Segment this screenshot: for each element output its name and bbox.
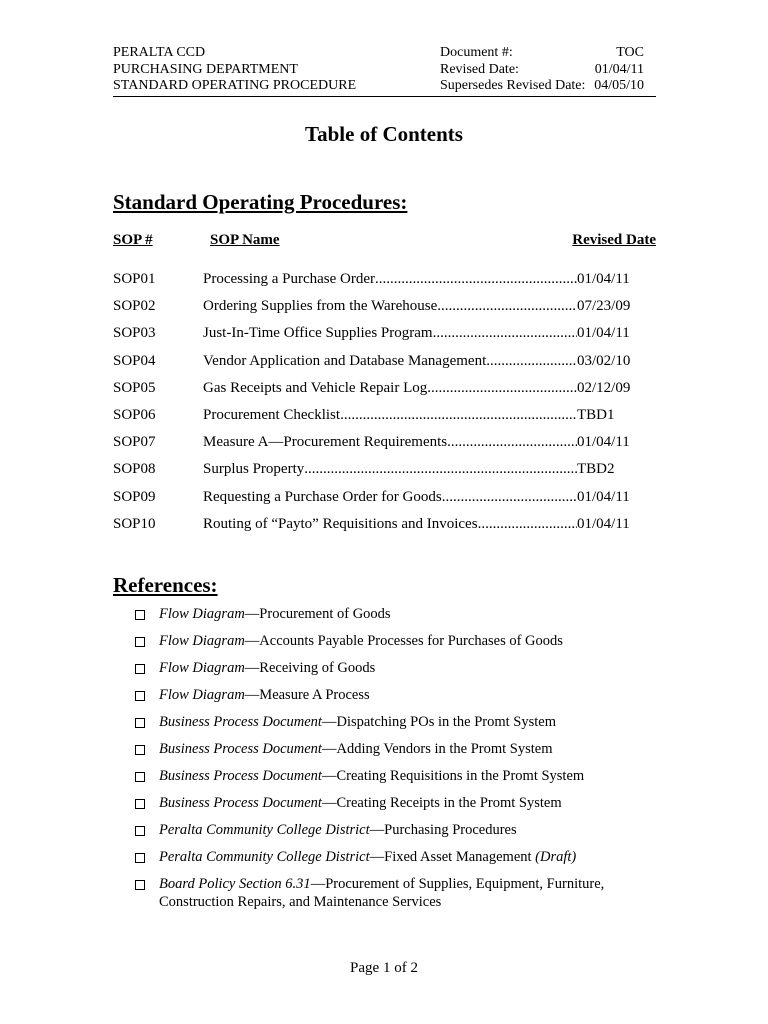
reference-title: —Creating Requisitions in the Promt System	[321, 768, 585, 784]
sop-number: SOP08	[113, 461, 156, 478]
sop-name[interactable]: Just-In-Time Office Supplies Program	[203, 325, 433, 342]
page-number: Page 1 of 2	[350, 960, 418, 976]
header-revised-date: 01/04/11	[594, 61, 644, 77]
header-supersedes-date: 04/05/10	[594, 78, 644, 93]
header-org: PERALTA CCD	[113, 45, 206, 60]
reference-item[interactable]	[135, 686, 655, 713]
sop-number: SOP01	[113, 271, 156, 288]
reference-source: Business Process Document	[159, 741, 322, 757]
sop-entry	[203, 271, 633, 288]
sop-name[interactable]: Routing of “Payto” Requisitions and Invoices	[203, 515, 478, 532]
reference-text	[159, 686, 370, 704]
checkbox-bullet-icon	[135, 799, 145, 809]
sop-row[interactable]	[113, 484, 633, 511]
sop-row[interactable]	[113, 511, 633, 538]
dot-leader	[442, 489, 577, 506]
sop-entry	[203, 298, 633, 315]
checkbox-bullet-icon	[135, 691, 145, 701]
reference-item[interactable]	[135, 713, 655, 740]
sop-revised-date: 01/04/11	[577, 271, 630, 288]
sop-revised-date: 07/23/09	[577, 298, 631, 315]
reference-item[interactable]	[135, 848, 655, 875]
reference-text	[159, 767, 584, 785]
references-list	[135, 605, 655, 911]
sop-number: SOP05	[113, 379, 156, 396]
sop-row[interactable]	[113, 320, 633, 347]
sop-name[interactable]: Gas Receipts and Vehicle Repair Log	[203, 379, 428, 396]
checkbox-bullet-icon	[135, 664, 145, 674]
sop-revised-date: 01/04/11	[577, 325, 630, 342]
dot-leader	[340, 407, 577, 424]
reference-source: Business Process Document	[159, 714, 322, 730]
reference-source: Business Process Document	[159, 768, 322, 784]
sop-number: SOP02	[113, 298, 156, 315]
reference-title: —Procurement of Supplies, Equipment, Furniture, Construction Repairs, and Maintenance Services	[159, 876, 605, 910]
reference-text	[159, 848, 576, 866]
reference-source: Business Process Document	[159, 795, 322, 811]
reference-title: —Creating Receipts in the Promt System	[321, 795, 562, 811]
sop-name[interactable]: Processing a Purchase Order	[203, 271, 376, 288]
sop-name[interactable]: Vendor Application and Database Management	[203, 352, 487, 369]
sop-entry	[203, 407, 633, 424]
sop-list	[113, 266, 633, 538]
reference-item[interactable]	[135, 875, 655, 911]
reference-title: —Accounts Payable Processes for Purchases of Goods	[244, 633, 563, 649]
sop-row[interactable]	[113, 266, 633, 293]
checkbox-bullet-icon	[135, 853, 145, 863]
reference-text	[159, 821, 517, 839]
reference-source: Board Policy Section 6.31	[159, 876, 311, 892]
reference-title: —Fixed Asset Management	[369, 849, 536, 865]
reference-text	[159, 740, 553, 758]
reference-text	[159, 659, 375, 677]
reference-text	[159, 713, 556, 731]
column-header-sop-number: SOP #	[113, 232, 153, 248]
sop-row[interactable]	[113, 375, 633, 402]
sop-name[interactable]: Ordering Supplies from the Warehouse	[203, 298, 438, 315]
dot-leader	[304, 461, 577, 478]
reference-item[interactable]	[135, 659, 655, 686]
dot-leader	[478, 516, 577, 533]
dot-leader	[437, 298, 577, 315]
sop-revised-date: 01/04/11	[577, 515, 630, 532]
references-heading: References:	[113, 573, 218, 597]
sop-row[interactable]	[113, 293, 633, 320]
sop-number: SOP07	[113, 434, 156, 451]
reference-item[interactable]	[135, 821, 655, 848]
sop-row[interactable]	[113, 429, 633, 456]
sop-number: SOP10	[113, 515, 156, 532]
sop-revised-date: 02/12/09	[577, 379, 631, 396]
header-revised-label: Revised Date:	[440, 61, 519, 77]
header-doc-num-label: Document #:	[440, 45, 513, 60]
reference-title: —Adding Vendors in the Promt System	[321, 741, 553, 757]
sop-row[interactable]	[113, 402, 633, 429]
reference-source: Flow Diagram	[159, 633, 245, 649]
reference-item[interactable]	[135, 632, 655, 659]
page-title: Table of Contents	[305, 122, 463, 146]
sop-revised-date: 01/04/11	[577, 488, 630, 505]
sop-number: SOP04	[113, 352, 156, 369]
dot-leader	[427, 380, 577, 397]
checkbox-bullet-icon	[135, 772, 145, 782]
checkbox-bullet-icon	[135, 718, 145, 728]
reference-text	[159, 632, 563, 650]
checkbox-bullet-icon	[135, 826, 145, 836]
checkbox-bullet-icon	[135, 880, 145, 890]
sop-revised-date: TBD2	[577, 461, 615, 478]
sop-section-heading: Standard Operating Procedures:	[113, 190, 408, 214]
reference-source: Flow Diagram	[159, 606, 245, 622]
sop-revised-date: 01/04/11	[577, 434, 630, 451]
reference-item[interactable]	[135, 740, 655, 767]
reference-text	[159, 875, 655, 911]
reference-text	[159, 794, 562, 812]
dot-leader	[375, 271, 577, 288]
reference-item[interactable]	[135, 794, 655, 821]
sop-name[interactable]: Procurement Checklist	[203, 407, 341, 424]
column-header-revised-date: Revised Date	[572, 232, 656, 248]
reference-text	[159, 605, 391, 623]
sop-entry	[203, 434, 633, 451]
dot-leader	[447, 434, 577, 451]
reference-title: —Dispatching POs in the Promt System	[321, 714, 556, 730]
checkbox-bullet-icon	[135, 637, 145, 647]
header-supersedes-label: Supersedes Revised Date:	[440, 78, 586, 93]
reference-suffix: (Draft)	[535, 849, 577, 865]
reference-source: Peralta Community College District	[159, 822, 370, 838]
dot-leader	[486, 353, 577, 370]
sop-entry	[203, 353, 633, 370]
header-doc-num: TOC	[616, 45, 644, 60]
reference-source: Peralta Community College District	[159, 849, 370, 865]
sop-number: SOP03	[113, 325, 156, 342]
sop-number: SOP09	[113, 488, 156, 505]
reference-source: Flow Diagram	[159, 687, 245, 703]
sop-revised-date: 03/02/10	[577, 352, 631, 369]
reference-title: —Procurement of Goods	[244, 606, 391, 622]
sop-entry	[203, 461, 633, 478]
reference-title: —Purchasing Procedures	[369, 822, 517, 838]
sop-entry	[203, 516, 633, 533]
reference-title: —Receiving of Goods	[244, 660, 376, 676]
dot-leader	[433, 325, 577, 342]
sop-name[interactable]: Requesting a Purchase Order for Goods	[203, 488, 442, 505]
sop-row[interactable]	[113, 348, 633, 375]
sop-number: SOP06	[113, 407, 156, 424]
sop-entry	[203, 380, 633, 397]
reference-item[interactable]	[135, 605, 655, 632]
checkbox-bullet-icon	[135, 745, 145, 755]
reference-source: Flow Diagram	[159, 660, 245, 676]
sop-name[interactable]: Measure A—Procurement Requirements	[203, 434, 448, 451]
header-dept: PURCHASING DEPARTMENT	[113, 61, 298, 77]
reference-title: —Measure A Process	[244, 687, 370, 703]
checkbox-bullet-icon	[135, 610, 145, 620]
document-header	[113, 45, 656, 97]
column-header-sop-name: SOP Name	[210, 232, 280, 248]
reference-item[interactable]	[135, 767, 655, 794]
sop-entry	[203, 325, 633, 342]
sop-entry	[203, 489, 633, 506]
sop-row[interactable]	[113, 456, 633, 483]
header-doc-type: STANDARD OPERATING PROCEDURE	[113, 78, 357, 93]
sop-name[interactable]: Surplus Property	[203, 461, 305, 478]
sop-revised-date: TBD1	[577, 407, 615, 424]
